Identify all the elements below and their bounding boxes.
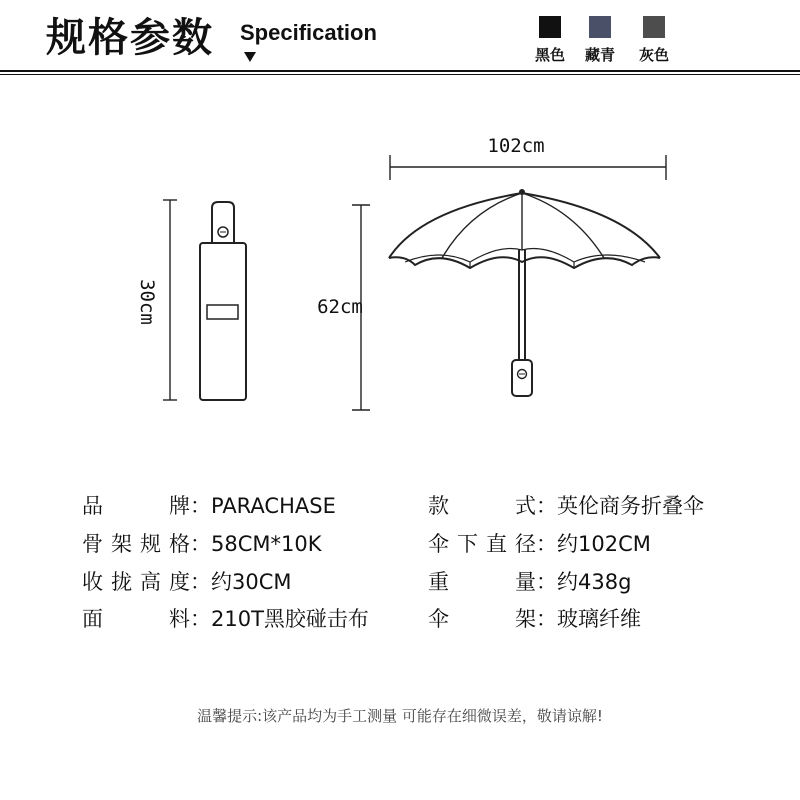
spec-row <box>428 603 641 633</box>
spec-value: 英伦商务折叠伞 <box>557 494 704 518</box>
spec-value: 58CM*10K <box>211 532 322 556</box>
spec-value: 约102CM <box>557 532 651 556</box>
spec-row <box>82 603 369 633</box>
folded-height-dimension <box>163 200 177 400</box>
color-label: 黑色 <box>534 46 565 64</box>
footer-note: 温馨提示:该产品均为手工测量 可能存在细微误差，敬请谅解! <box>197 707 603 725</box>
spec-colon: ： <box>536 607 557 631</box>
spec-colon: ： <box>190 494 211 518</box>
spec-row <box>82 490 336 520</box>
spec-value: PARACHASE <box>211 494 336 518</box>
spec-value: 玻璃纤维 <box>557 607 641 631</box>
color-label: 藏青 <box>584 46 615 64</box>
spec-colon: ： <box>536 570 557 594</box>
open-umbrella <box>389 190 660 396</box>
folded-height-label: 30cm <box>136 279 158 325</box>
open-height-label: 62cm <box>317 296 363 318</box>
spec-row <box>82 566 292 596</box>
spec-colon: ： <box>536 494 557 518</box>
page-title: 规格参数 <box>46 15 214 61</box>
spec-colon: ： <box>536 532 557 556</box>
spec-colon: ： <box>190 532 211 556</box>
spec-row <box>82 528 322 558</box>
spec-key: 伞 架 <box>428 607 536 631</box>
spec-row <box>428 566 631 596</box>
spec-key: 款 式 <box>428 494 536 518</box>
folded-umbrella <box>200 202 246 400</box>
color-label: 灰色 <box>638 46 669 64</box>
spec-row <box>428 490 704 520</box>
spec-colon: ： <box>190 570 211 594</box>
spec-value: 约30CM <box>211 570 292 594</box>
spec-row <box>428 528 651 558</box>
spec-colon: ： <box>190 607 211 631</box>
spec-value: 210T黑胶碰击布 <box>211 607 369 631</box>
spec-key: 面 料 <box>82 607 190 631</box>
spec-key: 收拢高度 <box>82 570 190 594</box>
spec-key: 骨架规格 <box>82 532 190 556</box>
open-width-label: 102cm <box>487 135 545 157</box>
page-subtitle: Specification <box>240 20 377 45</box>
spec-value: 约438g <box>557 570 632 594</box>
open-width-dimension <box>390 155 666 180</box>
spec-key: 品 牌 <box>82 494 190 518</box>
spec-key: 重 量 <box>428 570 536 594</box>
spec-key: 伞下直径 <box>428 532 536 556</box>
